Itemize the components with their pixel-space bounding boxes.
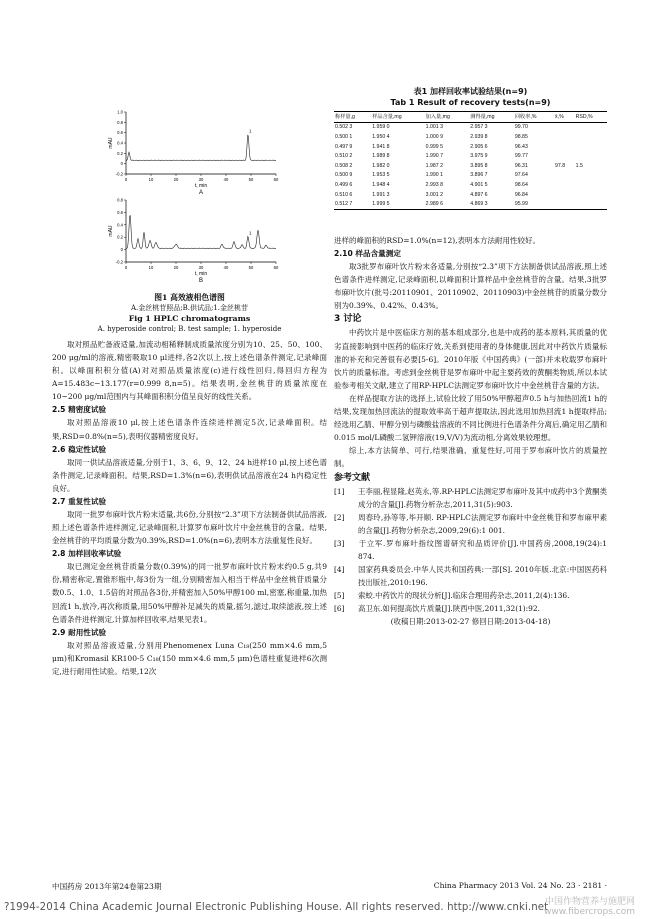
x-tick-label: 0	[124, 265, 128, 270]
chromatogram-b	[104, 196, 314, 284]
table-row	[334, 122, 607, 132]
table-cell: 0.497 9	[335, 143, 353, 150]
table-cell: 0.500 1	[335, 133, 353, 140]
table-row	[334, 132, 607, 142]
y-tick-label: 0.2	[117, 234, 123, 240]
table-cell	[575, 151, 607, 161]
peak-label: 1	[249, 128, 252, 134]
table-cell	[575, 190, 607, 200]
table-cell	[575, 180, 607, 190]
reference-text: 高卫东.如何提高饮片质量[J].陕西中医,2011,32(1):92.	[358, 604, 540, 614]
x-tick-label: 20	[173, 177, 179, 182]
table-row	[334, 171, 607, 181]
table-cell	[575, 199, 607, 209]
table-cell: 3.895 8	[470, 162, 488, 169]
table-header-cell: 加入量,mg	[425, 114, 450, 121]
x-axis-label: t, min	[194, 183, 208, 189]
y-tick-label: -0.2	[115, 171, 123, 177]
table-cell: 95.99	[514, 201, 528, 208]
table-cell: 1.950 4	[372, 133, 390, 140]
table-cell: 98.64	[514, 181, 528, 188]
table-cell: 3.001 2	[425, 191, 443, 198]
heading-2-6: 2.6 稳定性试验	[52, 444, 107, 454]
table-cell: 99.70	[514, 124, 528, 131]
y-tick-label: 0.4	[117, 222, 123, 228]
reference-text: 王李丽,程显隆,赵英永,等.RP-HPLC法测定罗布麻叶及其中成药中3个黄酮类成分的含量[J].药物分析杂志,2011,31(5):903.	[358, 486, 607, 509]
table-cell: 1.953 5	[372, 172, 390, 179]
reference-number: [6]	[334, 604, 345, 614]
table-cell: 0.502 3	[335, 124, 353, 131]
table-cell: 1.5	[575, 162, 583, 169]
table-body	[334, 122, 607, 209]
x-tick-label: 60	[273, 177, 279, 182]
watermark-cn: 中国作物营养与施肥网	[544, 897, 635, 907]
reference-item	[334, 537, 607, 563]
reference-item	[334, 602, 607, 615]
reference-number: [2]	[334, 512, 345, 522]
x-tick-label: 30	[198, 265, 204, 270]
reference-item	[334, 589, 607, 602]
table-cell	[554, 132, 575, 142]
paragraph-2-8: 取已测定金丝桃苷质量分数(0.39%)的同一批罗布麻叶饮片粉末约0.5 g,共9份,精密称定,置锥形瓶中,每3份为一组,分别精密加入相当于样品中金丝桃苷质量分数0.5、1.0、1.5倍的对照品各3份,并精密加入50%甲醇100 ml,密塞,称重量,加热回流1 h,放冷,再次称质量,用50%甲醇补足减失的质量,摇匀,滤过,取续滤液,按上述色谱条件进样测定,计算加样回收率,结果见表1。	[52, 562, 327, 624]
table-cell: 1.999 5	[372, 201, 390, 208]
table-cell: 1.991 3	[372, 191, 390, 198]
reference-list	[334, 485, 607, 616]
x-tick-label: 10	[148, 177, 154, 182]
table-cell: 96.84	[514, 191, 528, 198]
x-tick-label: 0	[124, 177, 128, 182]
table-cell: 98.85	[514, 133, 528, 140]
chromatogram-trace	[126, 215, 276, 248]
discussion-paragraph-3: 综上,本方法简单、可行,结果准确、重复性好,可用于罗布麻叶饮片的质量控制。	[334, 446, 607, 469]
table-cell	[575, 132, 607, 142]
panel-letter: A	[198, 190, 204, 196]
y-axis-label: mAU	[108, 137, 114, 149]
watermark-url: www.fibercrops.com	[544, 907, 635, 917]
table-cell: 4.869 3	[470, 201, 488, 208]
reference-number: [1]	[334, 486, 345, 496]
table-header-cell: RSD,%	[575, 113, 593, 120]
reference-item	[334, 511, 607, 537]
x-tick-label: 50	[248, 265, 254, 270]
table-row	[334, 180, 607, 190]
figure-legend-en: A. hyperoside control; B. test sample; 1. hyperoside	[97, 325, 282, 333]
heading-2-10: 2.10 样品含量测定	[334, 249, 401, 259]
chromatogram-a	[104, 108, 314, 196]
discussion-paragraph-1: 中药饮片是中医临床方剂的基本组成部分,也是中成药的基本原料,其质量的优劣直接影响到中医药的临床疗效,关系到使用者的身体健康,因此对中药饮片质量标准的补充和完善很有必要[5-6]。2010年版《中国药典》(一部)并未收载罗布麻叶饮片的质量标准。考虑到金丝桃苷是罗布麻叶中起主要药效的黄酮类物质,所以本试验参考相关文献,建立了用RP-HPLC法测定罗布麻叶饮片中金丝桃苷含量的方法。	[334, 328, 607, 390]
references-heading: 参考文献	[334, 472, 371, 483]
table-cell	[554, 151, 575, 161]
y-axis-label: mAU	[108, 225, 114, 237]
footer-journal-en: China Pharmacy 2013 Vol. 24 No. 23 · 2181 ·	[433, 881, 607, 890]
table-cell	[554, 190, 575, 200]
table-cell: 0.510 2	[335, 153, 353, 160]
table-cell: 99.77	[514, 153, 528, 160]
table-cell: 1.959 0	[372, 124, 390, 131]
x-tick-label: 50	[248, 177, 254, 182]
table-header-row	[334, 112, 607, 123]
y-tick-label: 0.2	[117, 150, 123, 156]
x-tick-label: 10	[148, 265, 154, 270]
y-tick-label: 0	[120, 247, 123, 253]
table-cell: 0.508 2	[335, 162, 353, 169]
table-cell: 97.64	[514, 172, 528, 179]
reference-number: [5]	[334, 591, 345, 601]
table-cell	[554, 180, 575, 190]
table-cell: 0.510 6	[335, 191, 353, 198]
reference-text: 于立军.罗布麻叶指纹图谱研究和品质评价[J].中国药房,2008,19(24):1 874.	[358, 538, 607, 561]
table-cell: 0.500 9	[335, 172, 353, 179]
table-header-cell: 测得量,mg	[470, 114, 495, 121]
paragraph-2-6: 取同一供试品溶液适量,分别于1、3、6、9、12、24 h进样10 μl,按上述色谱条件测定,记录峰面积。结果,RSD=1.3%(n=6),表明供试品溶液在24 h内稳定性良好。	[52, 457, 327, 493]
reference-text: 索蛟.中药饮片的现状分析[J].临床合理用药杂志,2011,2(4):136.	[358, 591, 570, 601]
x-tick-label: 60	[273, 265, 279, 270]
copyright-notice: ?1994-2014 China Academic Journal Electronic Publishing House. All rights reserved. http://www.cnki.net	[4, 902, 549, 913]
table-cell: 1.990 7	[425, 153, 443, 160]
table-cell: 0.499 6	[335, 181, 353, 188]
table-cell	[575, 122, 607, 132]
table-cell: 2.993 8	[425, 181, 443, 188]
table-cell: 96.43	[514, 143, 528, 150]
watermark	[544, 897, 635, 917]
peak-label: 1	[249, 230, 252, 236]
y-tick-label: -0.2	[115, 259, 123, 265]
table-cell: 3.975 9	[470, 153, 488, 160]
panel-letter: B	[198, 278, 204, 284]
reference-number: [3]	[334, 538, 345, 548]
x-tick-label: 30	[198, 177, 204, 182]
footer-journal-cn: 中国药房 2013年第24卷第23期	[52, 882, 162, 891]
table-header-cell: x̄,%	[555, 113, 564, 120]
y-tick-label: 0.8	[117, 119, 123, 125]
table-cell: 2.905 6	[470, 143, 488, 150]
table-caption-en: Tab 1 Result of recovery tests(n=9)	[390, 98, 551, 107]
table-row	[334, 199, 607, 209]
figure-caption-cn: 图1 高效液相色谱图	[154, 293, 225, 302]
linearity-paragraph: 取对照品贮备液适量,加流动相稀释制成质量浓度分别为10、25、50、100、200 μg/ml的溶液,精密吸取10 μl进样,各2次以上,按上述色谱条件测定,记录峰面积。以峰面积积分值(A)对对照品质量浓度(c)进行线性回归,得回归方程为A=15.483c−13.177(r=0.999 8,n=5)。结果表明,金丝桃苷的质量浓度在10~200 μg/ml范围内与其峰面积积分值呈良好的线性关系。	[52, 340, 327, 402]
table-cell: 0.512 7	[335, 201, 353, 208]
table-cell: 1.989 8	[372, 153, 390, 160]
paragraph-2-9: 取对照品溶液适量,分别用Phenomenex Luna C₁₈(250 mm×4.6 mm,5 μm)和Kromasil KR100-5 C₁₈(150 mm×4.6 mm,5 μm)色谱柱重复进样6次测定,进行耐用性试验。结果,12次	[52, 640, 327, 676]
figure-legend-cn: A.金丝桃苷照品;B.供试品;1.金丝桃苷	[130, 304, 249, 312]
table-cell: 4.901 5	[470, 181, 488, 188]
table-cell: 3.896 7	[470, 172, 488, 179]
x-tick-label: 40	[223, 265, 229, 270]
robustness-continuation: 进样的峰面积的RSD=1.0%(n=12),表明本方法耐用性较好。	[334, 236, 541, 245]
reference-text: 周春玲,孙等等,毕开顺. RP-HPLC法测定罗布麻叶中金丝桃苷和罗布麻甲素的含量[J].药物分析杂志,2009,29(6):1 001.	[358, 512, 607, 535]
y-tick-label: 0.6	[117, 209, 123, 215]
table-cell	[554, 122, 575, 132]
table-cell: 1.941 8	[372, 143, 390, 150]
table-row	[334, 151, 607, 161]
table-cell	[554, 142, 575, 152]
reference-text: 国家药典委员会.中华人民共和国药典:一部[S]. 2010年版.北京:中国医药科技出版社,2010:196.	[358, 565, 607, 588]
heading-2-8: 2.8 加样回收率试验	[52, 549, 122, 559]
y-tick-label: 0.6	[117, 130, 123, 136]
recovery-table	[334, 111, 607, 210]
y-tick-label: 0.4	[117, 140, 123, 146]
table-cell: 96.31	[514, 162, 528, 169]
table-cell: 1.990 1	[425, 172, 443, 179]
table-row	[334, 142, 607, 152]
paragraph-2-10: 取3批罗布麻叶饮片粉末各适量,分别按“2.3”项下方法制备供试品溶液,照上述色谱条件进样测定,记录峰面积,以峰面积计算样品中金丝桃苷的含量。结果,3批罗布麻叶饮片(批号:20110901、20110902、20110903)中金丝桃苷的质量分数分别为0.39%、0.42%、0.43%。	[334, 262, 607, 311]
paragraph-2-7: 取同一批罗布麻叶饮片粉末适量,共6份,分别按“2.3”项下方法制备供试品溶液,照上述色谱条件进样测定,记录峰面积,计算罗布麻叶饮片中金丝桃苷的含量。结果,金丝桃苷的平均质量分数为0.39%,RSD=1.0%(n=6),表明本方法重复性良好。	[52, 509, 327, 546]
heading-3-discussion: 3 讨论	[334, 314, 362, 325]
table-cell: 2.989 6	[425, 201, 443, 208]
table-cell	[575, 171, 607, 181]
x-axis-label: t, min	[194, 271, 208, 277]
table-cell: 2.957 3	[470, 124, 488, 131]
figure-caption-en: Fig 1 HPLC chromatograms	[128, 314, 251, 323]
y-tick-label: 0	[120, 161, 123, 167]
discussion-paragraph-2: 在样品提取方法的选择上,试验比较了用50%甲醇超声0.5 h与加热回流1 h的结果,发现加热回流法的提取效率高于超声提取法,因此选用加热回流1 h提取样品;经选用乙腈、甲醇分别与磷酸盐溶液的不同比例进行色谱条件分离后,确定用乙腈和0.015 mol/L磷酸二氢钾溶液(19,V/V)为流动相,分离效果较理想。	[334, 393, 607, 443]
y-tick-label: 1.0	[117, 109, 123, 115]
table-row	[334, 161, 607, 171]
table-cell	[554, 171, 575, 181]
table-cell: 1.000 9	[425, 133, 443, 140]
x-tick-label: 20	[173, 265, 179, 270]
chromatogram-trace	[126, 135, 276, 161]
table-cell: 0.999 5	[425, 143, 443, 150]
table-cell	[554, 199, 575, 209]
reference-number: [4]	[334, 565, 345, 575]
table-cell: 1.982 0	[372, 162, 390, 169]
y-tick-label: 0.8	[117, 197, 123, 203]
table-header-cell: 称样量,g	[335, 114, 355, 121]
table-cell: 2.939 8	[470, 133, 488, 140]
table-row	[334, 190, 607, 200]
table-cell	[575, 142, 607, 152]
table-header-cell: 样品含量,mg	[372, 114, 402, 121]
table-cell: 1.001 3	[425, 124, 443, 131]
table-cell: 1.987 2	[425, 162, 443, 169]
table-cell: 4.897 6	[470, 191, 488, 198]
heading-2-9: 2.9 耐用性试验	[52, 627, 107, 637]
x-tick-label: 40	[223, 177, 229, 182]
reference-item	[334, 485, 607, 511]
received-dates: (收稿日期:2013-02-27 修回日期:2013-04-18)	[390, 617, 551, 627]
table-cell: 97.8	[555, 162, 566, 169]
heading-2-5: 2.5 精密度试验	[52, 405, 107, 415]
reference-item	[334, 563, 607, 589]
paragraph-2-5: 取对照品溶液10 μl,按上述色谱条件连续进样测定5次,记录峰面积。结果,RSD=0.8%(n=5),表明仪器精密度良好。	[52, 418, 327, 441]
table-header-cell: 回收率,%	[514, 114, 537, 121]
table-caption-cn: 表1 加样回收率试验结果(n=9)	[413, 87, 528, 96]
heading-2-7: 2.7 重复性试验	[52, 496, 107, 506]
table-cell: 1.948 4	[372, 181, 390, 188]
